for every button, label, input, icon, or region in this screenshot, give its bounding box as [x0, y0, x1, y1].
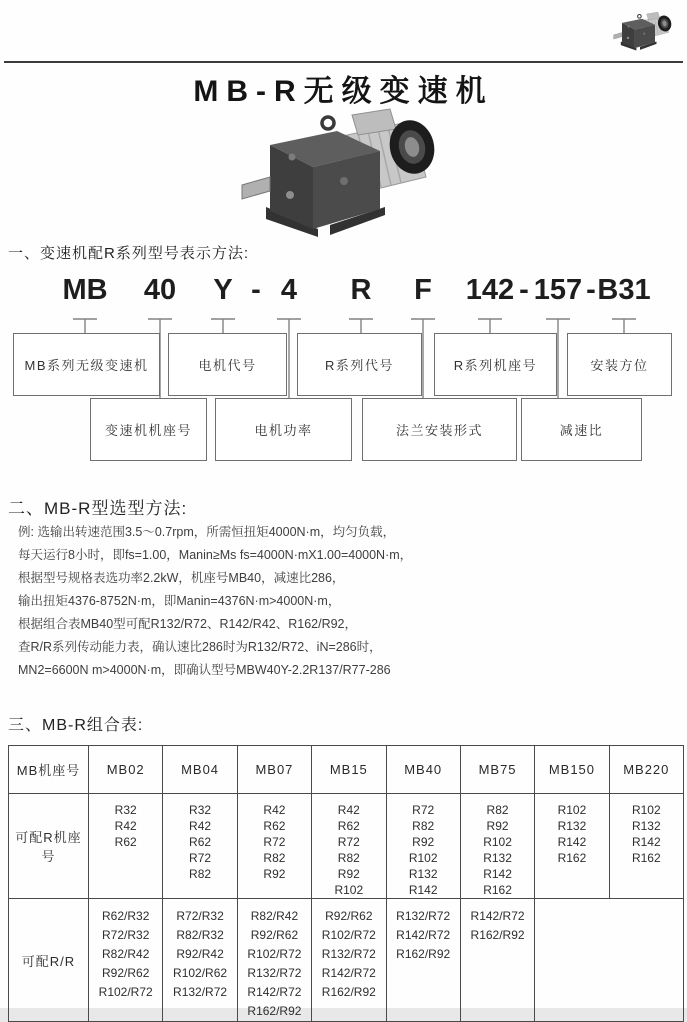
model-code-segment: Y [213, 274, 233, 306]
table-cell: R72/R32 R82/R32 R92/R42 R102/R62 R132/R72 [163, 899, 237, 1022]
model-code-segment: 4 [280, 274, 298, 306]
example-line: 查R/R系列传动能力表，确认速比286时为R132/R72、iN=286时， [18, 640, 382, 654]
table-cell: R72 R82 R92 R102 R132 R142 [386, 794, 460, 899]
page-title: MB-R无级变速机 [193, 75, 494, 108]
table-header-cell: MB15 [312, 746, 386, 794]
combination-table [8, 745, 684, 1022]
table-header-cell: MB机座号 [9, 746, 89, 794]
table-cell: R92/R62 R102/R72 R132/R72 R142/R72 R162/R92 [312, 899, 386, 1022]
table-cell: R32 R42 R62 R72 R82 [163, 794, 237, 899]
section1-heading: 一、变速机配R系列型号表示方法: [8, 245, 250, 262]
table-row-rr [9, 899, 684, 1022]
model-code-segment: - [586, 274, 596, 306]
section2-heading: 二、MB-R型选型方法: [8, 499, 188, 518]
table-cell: R62/R32 R72/R32 R82/R42 R92/R62 R102/R72 [89, 899, 163, 1022]
table-cell: R142/R72 R162/R92 [460, 899, 534, 1022]
diagram-box-label: 变速机机座号 [104, 423, 192, 438]
diagram-box-label: MB系列无级变速机 [24, 358, 149, 373]
model-code-segment: 157 [533, 274, 583, 306]
table-row-label: 可配R/R [9, 899, 89, 1022]
table-row-label: 可配R机座号 [9, 794, 89, 899]
model-code-segment: B31 [597, 274, 651, 306]
table-header-cell: MB04 [163, 746, 237, 794]
diagram-box-flange [362, 398, 517, 461]
diagram-box-motor-code [168, 333, 287, 396]
diagram-box-label: 减速比 [559, 423, 604, 438]
diagram-box-label: 法兰安装形式 [395, 423, 483, 438]
diagram-box-label: R系列代号 [325, 358, 394, 373]
section3-heading: 三、MB-R组合表: [8, 717, 144, 734]
table-cell: R102 R132 R142 R162 [609, 794, 683, 899]
diagram-box-ratio [521, 398, 642, 461]
gearmotor-thumbnail-icon [613, 6, 679, 56]
example-line: 每天运行8小时，即fs=1.00，Manin≥Ms fs=4000N·mX1.00=4000N·m， [18, 548, 413, 562]
table-header-cell: MB02 [89, 746, 163, 794]
example-line: 根据型号规格表选功率2.2kW，机座号MB40，减速比286， [18, 571, 345, 585]
table-header-row [9, 746, 684, 794]
model-code-segment: 142 [465, 274, 515, 306]
table-cell: R32 R42 R62 [89, 794, 163, 899]
diagram-box-r-frame [434, 333, 557, 396]
diagram-box-r-series [297, 333, 422, 396]
selection-example [18, 521, 668, 682]
table-header-cell: MB150 [535, 746, 609, 794]
model-code-segment: MB [62, 274, 108, 306]
model-code-segment: - [519, 274, 529, 306]
model-code [0, 274, 687, 310]
model-code-segment: R [350, 274, 372, 306]
diagram-box-frame-size [90, 398, 207, 461]
model-code-segment: F [414, 274, 432, 306]
diagram-box-mounting [567, 333, 672, 396]
model-code-segment: 40 [143, 274, 177, 306]
table-header-cell: MB220 [609, 746, 683, 794]
diagram-box-label: 安装方位 [590, 358, 649, 373]
example-line: 例: 选输出转速范围3.5～0.7rpm，所需恒扭矩4000N·m，均匀负载， [18, 525, 396, 539]
example-line: 根据组合表MB40型可配R132/R72、R142/R42、R162/R92， [18, 617, 358, 631]
example-line: 输出扭矩4376-8752N·m，即Manin=4376N·m>4000N·m， [18, 594, 341, 608]
diagram-box-label: 电机功率 [254, 423, 313, 438]
table-header-cell: MB07 [237, 746, 311, 794]
header-rule [4, 61, 683, 63]
gearmotor-photo [240, 106, 460, 238]
diagram-box-label: 电机代号 [198, 358, 257, 373]
table-cell-empty [535, 899, 684, 1022]
table-cell: R102 R132 R142 R162 [535, 794, 609, 899]
table-cell: R132/R72 R142/R72 R162/R92 [386, 899, 460, 1022]
table-row-r-frames [9, 794, 684, 899]
table-header-cell: MB40 [386, 746, 460, 794]
table-cell: R42 R62 R72 R82 R92 [237, 794, 311, 899]
table-cell: R82 R92 R102 R132 R142 R162 [460, 794, 534, 899]
table-cell: R82/R42 R92/R62 R102/R72 R132/R72 R142/R72 R162/R92 [237, 899, 311, 1022]
diagram-box-series [13, 333, 160, 396]
table-header-cell: MB75 [460, 746, 534, 794]
diagram-box-label: R系列机座号 [453, 358, 538, 373]
table-cell: R42 R62 R72 R82 R92 R102 [312, 794, 386, 899]
model-code-segment: - [251, 274, 261, 306]
diagram-box-motor-power [215, 398, 352, 461]
example-line: MN2=6600N m>4000N·m，即确认型号MBW40Y-2.2R137/R77-286 [18, 663, 391, 677]
